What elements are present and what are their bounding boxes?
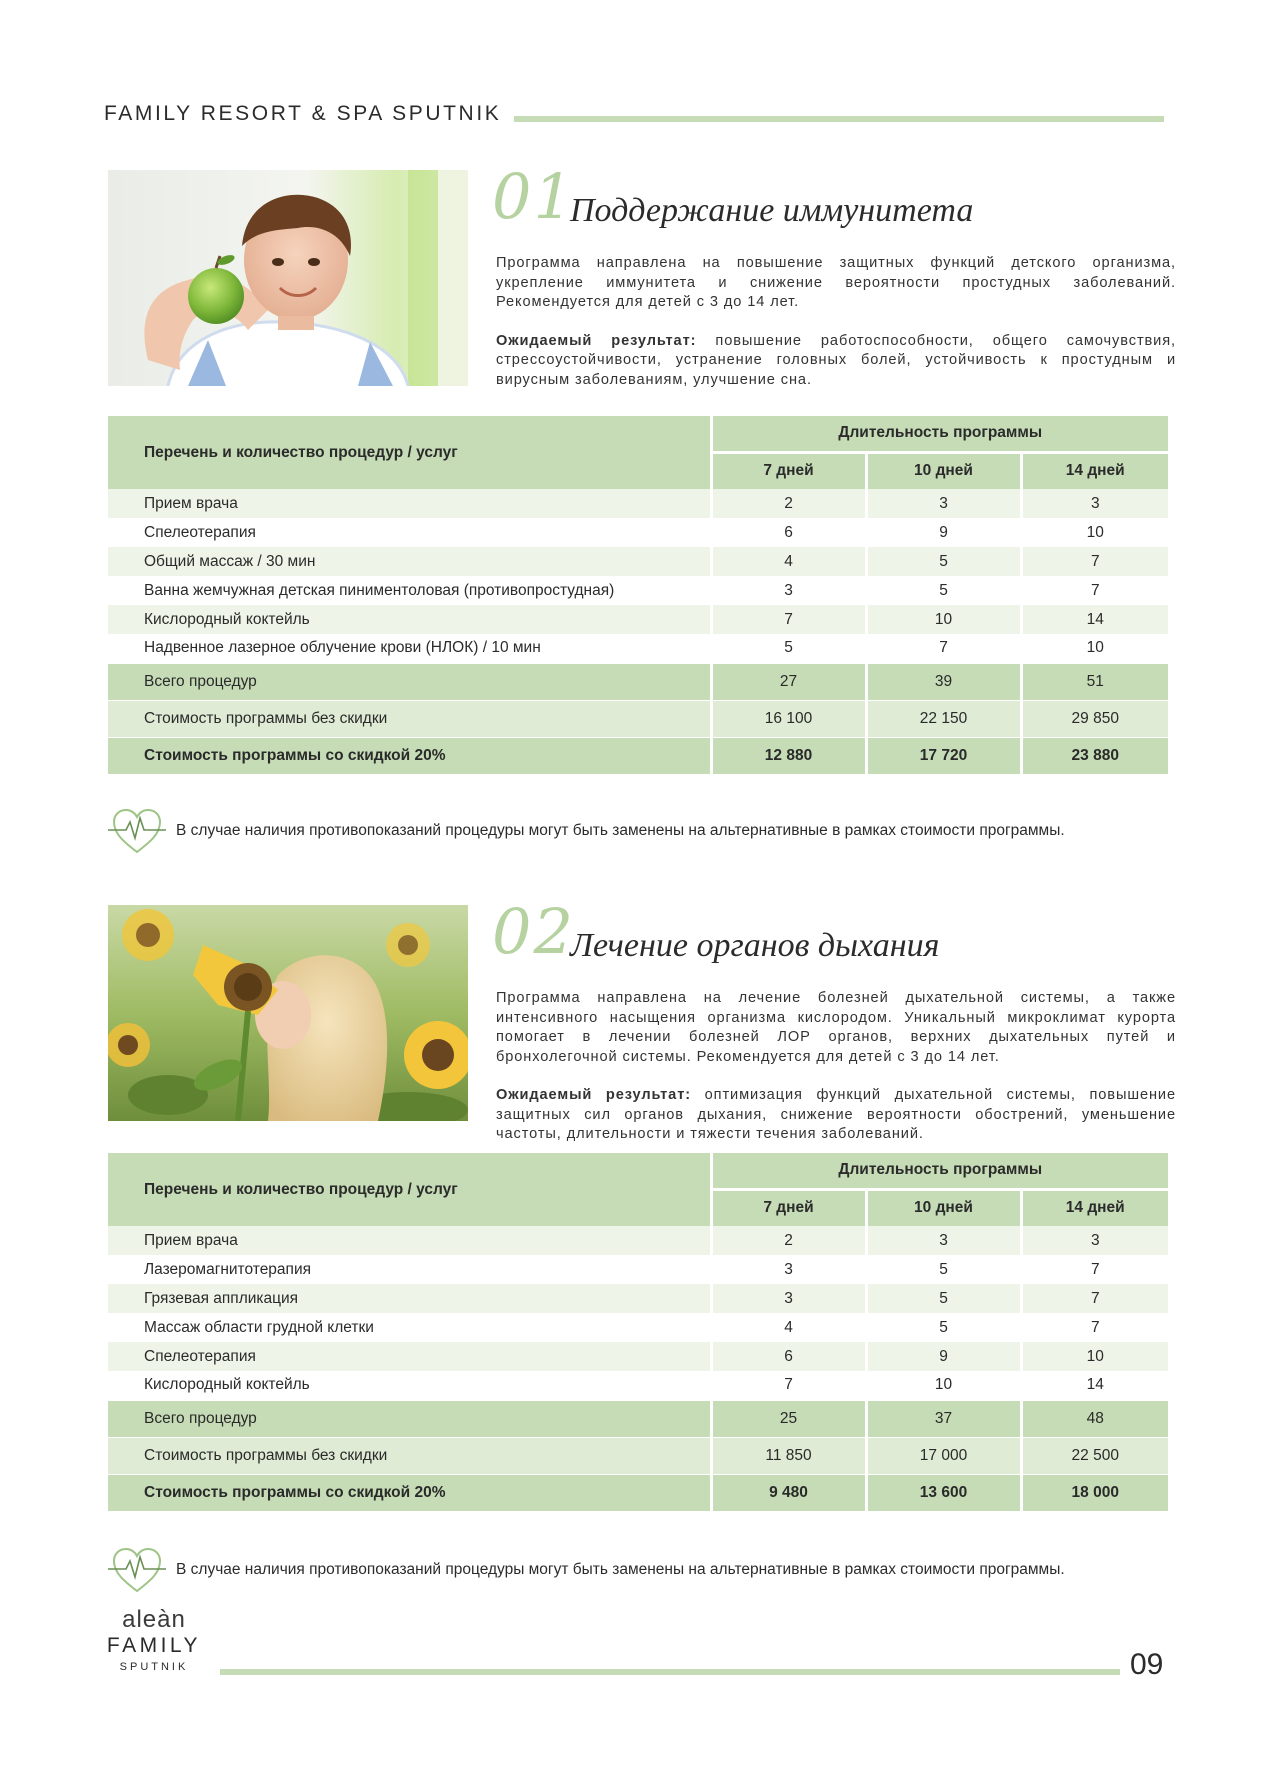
section-title: Лечение органов дыхания — [570, 927, 940, 964]
service-name: Кислородный коктейль — [108, 1371, 711, 1400]
cell-10: 9 — [866, 1342, 1021, 1371]
price-row — [108, 1437, 1168, 1474]
table-row — [108, 1284, 1168, 1313]
price-7: 16 100 — [711, 700, 866, 737]
cell-14: 7 — [1021, 547, 1168, 576]
cell-7: 5 — [711, 634, 866, 663]
cell-7: 7 — [711, 605, 866, 634]
contraindications-note — [108, 1545, 1188, 1593]
discount-price-row — [108, 737, 1168, 774]
service-name: Прием врача — [108, 1226, 711, 1255]
header-divider — [514, 116, 1164, 122]
price-7: 11 850 — [711, 1437, 866, 1474]
duration-7-days: 7 дней — [711, 1189, 866, 1226]
table-row — [108, 1313, 1168, 1342]
service-name: Надвенное лазерное облучение крови (НЛОК) / 10 мин — [108, 634, 711, 663]
logo-sputnik-text: SPUTNIK — [119, 1661, 189, 1673]
note-text: В случае наличия противопоказаний процедуры могут быть заменены на альтернативные в рамках стоимости программы. — [176, 1561, 1065, 1578]
total-7: 27 — [711, 663, 866, 700]
cell-14: 3 — [1021, 489, 1168, 518]
boy-with-apple-photo — [108, 170, 468, 386]
cell-14: 7 — [1021, 576, 1168, 605]
service-name: Массаж области грудной клетки — [108, 1313, 711, 1342]
duration-14-days: 14 дней — [1021, 452, 1168, 489]
column-header-duration: Длительность программы — [711, 416, 1168, 452]
cell-10: 5 — [866, 547, 1021, 576]
program-description: Программа направлена на лечение болезней дыхательной системы, а также интенсивного насыщения организма кислородом. Уникальный микроклимат курорта помогает в лечении болезней ЛОР органов, верхних дыхательных путей и бронхолегочной системы. Рекомендуется для детей с 3 до 14 лет. — [496, 990, 1176, 1065]
price-14: 22 500 — [1021, 1437, 1168, 1474]
service-name: Общий массаж / 30 мин — [108, 547, 711, 576]
discount-7: 9 480 — [711, 1474, 866, 1511]
section-description — [496, 989, 1176, 1145]
total-label: Всего процедур — [108, 663, 711, 700]
table-row — [108, 634, 1168, 663]
header-title: FAMILY RESORT & SPA SPUTNIK — [104, 102, 502, 125]
cell-14: 10 — [1021, 634, 1168, 663]
total-7: 25 — [711, 1400, 866, 1437]
cell-14: 3 — [1021, 1226, 1168, 1255]
total-10: 37 — [866, 1400, 1021, 1437]
service-name: Кислородный коктейль — [108, 605, 711, 634]
cell-10: 10 — [866, 1371, 1021, 1400]
table-row — [108, 576, 1168, 605]
discount-7: 12 880 — [711, 737, 866, 774]
table-row — [108, 518, 1168, 547]
cell-10: 7 — [866, 634, 1021, 663]
price-label: Стоимость программы без скидки — [108, 1437, 711, 1474]
table-row — [108, 1255, 1168, 1284]
section-number: 02 — [492, 895, 575, 968]
program-description: Программа направлена на повышение защитных функций детского организма, укрепление иммунитета и снижение вероятности простудных заболеваний. Рекомендуется для детей с 3 до 14 лет. — [496, 255, 1176, 310]
cell-10: 10 — [866, 605, 1021, 634]
cell-7: 4 — [711, 1313, 866, 1342]
column-header-duration: Длительность программы — [711, 1153, 1168, 1189]
price-row — [108, 700, 1168, 737]
footer-divider — [220, 1669, 1120, 1675]
duration-10-days: 10 дней — [866, 1189, 1021, 1226]
logo-alean-text: aleàn — [122, 1606, 186, 1633]
girl-with-sunflowers-photo — [108, 905, 468, 1121]
cell-14: 7 — [1021, 1284, 1168, 1313]
discount-price-row — [108, 1474, 1168, 1511]
program-table — [108, 416, 1168, 774]
section-title: Поддержание иммунитета — [570, 192, 974, 229]
duration-14-days: 14 дней — [1021, 1189, 1168, 1226]
cell-7: 4 — [711, 547, 866, 576]
cell-7: 3 — [711, 1255, 866, 1284]
expected-result-text: оптимизация функций дыхательной системы, повышение защитных сил органов дыхания, снижение вероятности обострений, уменьшение частоты, длительности и тяжести течения заболеваний. — [496, 1087, 1176, 1142]
total-14: 48 — [1021, 1400, 1168, 1437]
service-name: Спелеотерапия — [108, 518, 711, 547]
cell-7: 7 — [711, 1371, 866, 1400]
price-14: 29 850 — [1021, 700, 1168, 737]
discount-label: Стоимость программы со скидкой 20% — [108, 1474, 711, 1511]
column-header-services: Перечень и количество процедур / услуг — [108, 416, 711, 489]
cell-10: 5 — [866, 576, 1021, 605]
table-row — [108, 489, 1168, 518]
cell-10: 5 — [866, 1255, 1021, 1284]
price-label: Стоимость программы без скидки — [108, 700, 711, 737]
cell-7: 6 — [711, 1342, 866, 1371]
cell-14: 7 — [1021, 1255, 1168, 1284]
cell-10: 5 — [866, 1284, 1021, 1313]
cell-7: 2 — [711, 1226, 866, 1255]
table-row — [108, 547, 1168, 576]
table-row — [108, 1226, 1168, 1255]
expected-result — [496, 332, 1176, 391]
section-description — [496, 254, 1176, 390]
expected-result-text: повышение работоспособности, общего самочувствия, стрессоустойчивости, устранение головных болей, устойчивость к простудным и вирусным заболеваниям, улучшение сна. — [496, 332, 1176, 388]
cell-14: 14 — [1021, 1371, 1168, 1400]
expected-result-label: Ожидаемый результат: — [496, 1087, 692, 1103]
column-header-services: Перечень и количество процедур / услуг — [108, 1153, 711, 1226]
service-name: Ванна жемчужная детская пиниментоловая (противопростудная) — [108, 576, 711, 605]
cell-10: 3 — [866, 489, 1021, 518]
table-row — [108, 1371, 1168, 1400]
service-name: Прием врача — [108, 489, 711, 518]
discount-10: 13 600 — [866, 1474, 1021, 1511]
heart-pulse-icon — [108, 1545, 166, 1595]
duration-7-days: 7 дней — [711, 452, 866, 489]
program-table — [108, 1153, 1168, 1511]
service-name: Спелеотерапия — [108, 1342, 711, 1371]
note-text: В случае наличия противопоказаний процедуры могут быть заменены на альтернативные в рамках стоимости программы. — [176, 822, 1065, 839]
section-number: 01 — [492, 160, 575, 233]
cell-14: 14 — [1021, 605, 1168, 634]
cell-10: 3 — [866, 1226, 1021, 1255]
discount-10: 17 720 — [866, 737, 1021, 774]
table-row — [108, 605, 1168, 634]
price-10: 22 150 — [866, 700, 1021, 737]
table-row — [108, 1342, 1168, 1371]
discount-14: 23 880 — [1021, 737, 1168, 774]
cell-14: 10 — [1021, 518, 1168, 547]
heart-pulse-icon — [108, 806, 166, 856]
total-label: Всего процедур — [108, 1400, 711, 1437]
expected-result — [496, 1086, 1176, 1145]
alean-family-logo — [104, 1606, 204, 1673]
page-number: 09 — [1130, 1648, 1164, 1681]
discount-14: 18 000 — [1021, 1474, 1168, 1511]
page-header — [104, 102, 1164, 132]
cell-7: 3 — [711, 576, 866, 605]
expected-result-label: Ожидаемый результат: — [496, 332, 697, 349]
price-10: 17 000 — [866, 1437, 1021, 1474]
total-procedures-row — [108, 663, 1168, 700]
cell-14: 10 — [1021, 1342, 1168, 1371]
discount-label: Стоимость программы со скидкой 20% — [108, 737, 711, 774]
total-procedures-row — [108, 1400, 1168, 1437]
cell-10: 9 — [866, 518, 1021, 547]
cell-7: 3 — [711, 1284, 866, 1313]
duration-10-days: 10 дней — [866, 452, 1021, 489]
cell-7: 2 — [711, 489, 866, 518]
logo-family-text: FAMILY — [106, 1634, 202, 1657]
contraindications-note — [108, 806, 1188, 854]
total-10: 39 — [866, 663, 1021, 700]
cell-10: 5 — [866, 1313, 1021, 1342]
service-name: Грязевая аппликация — [108, 1284, 711, 1313]
cell-14: 7 — [1021, 1313, 1168, 1342]
total-14: 51 — [1021, 663, 1168, 700]
service-name: Лазеромагнитотерапия — [108, 1255, 711, 1284]
cell-7: 6 — [711, 518, 866, 547]
